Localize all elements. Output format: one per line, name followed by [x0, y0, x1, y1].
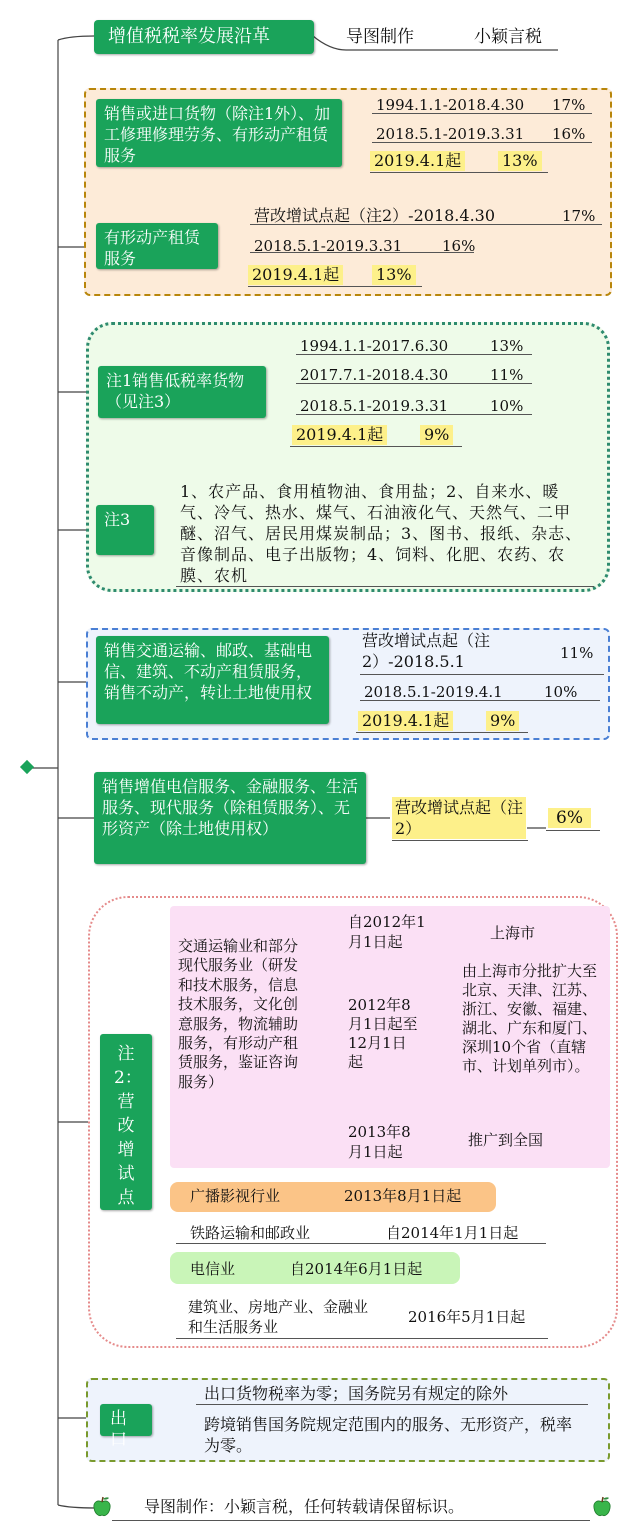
sec3-r2-rate: 10% [544, 683, 578, 701]
sec1-r1-rate: 17% [552, 96, 586, 114]
sec5-d3-text: 推广到全国 [468, 1131, 544, 1149]
sec2-r2-rate: 11% [490, 366, 524, 384]
sec6-t1: 出口货物税率为零；国务院另有规定的除外 [204, 1384, 509, 1403]
sec6-export-node[interactable]: 出口 [100, 1404, 152, 1436]
sec5-b2-date: 自2014年1月1日起 [386, 1224, 519, 1242]
sec2-r4-date: 2019.4.1起 [292, 425, 387, 445]
footer-text: 导图制作：小颖言税，任何转载请保留标识。 [144, 1497, 465, 1516]
sec1-r3-rate: 13% [498, 151, 542, 171]
sec2-r4-rate: 9% [420, 425, 453, 445]
sec5-d1: 自2012年1月1日起 [348, 913, 426, 951]
sec4-rate: 6% [548, 808, 591, 828]
sec5-pilot-node[interactable]: 注2：营改增试点 [100, 1034, 152, 1210]
sec1-s1-date: 营改增试点起（注2）-2018.4.30 [254, 206, 496, 225]
sec3-r1-rate: 11% [560, 644, 594, 662]
sec2-r3-rate: 10% [490, 397, 524, 415]
sec2-lowrate-node[interactable]: 注1销售低税率货物（见注3） [98, 366, 266, 418]
sec2-r3-date: 2018.5.1-2019.3.31 [300, 397, 449, 415]
sec1-goods-node[interactable]: 销售或进口货物（除注1外）、加工修理修理劳务、有形动产租赁服务 [96, 99, 342, 167]
sec5-b1: 广播影视行业 [190, 1187, 281, 1205]
sec5-d2: 2012年8月1日起至12月1日起 [348, 996, 418, 1071]
sec2-note3-text: 1、农产品、食用植物油、食用盐；2、自来水、暖气、冷气、热水、煤气、石油液化气、天然气、二甲醚、沼气、居民用煤炭制品；3、图书、报纸、杂志、音像制品、电子出版物；4、饲料、化肥、农药、农膜、农机 [180, 482, 583, 585]
sec5-b4-date: 2016年5月1日起 [408, 1308, 526, 1326]
sec1-r2-date: 2018.5.1-2019.3.31 [376, 125, 525, 143]
sec4-label: 营改增试点起（注2） [392, 797, 526, 839]
sec1-r1-date: 1994.1.1-2018.4.30 [376, 96, 525, 114]
sec2-r1-rate: 13% [490, 337, 524, 355]
sec5-b2: 铁路运输和邮政业 [190, 1224, 311, 1242]
sec3-r1-date: 营改增试点起（注2）-2018.5.1 [362, 631, 491, 671]
sec5-b1-date: 2013年8月1日起 [344, 1187, 462, 1205]
sec2-note3-node[interactable]: 注3 [96, 505, 154, 555]
sec1-s2-rate: 16% [442, 237, 476, 255]
sec5-d1-text: 上海市 [490, 924, 536, 942]
title-node[interactable]: 增值税税率发展沿革 [94, 20, 314, 54]
sec2-r2-date: 2017.7.1-2018.4.30 [300, 366, 449, 384]
sec1-s1-rate: 17% [562, 207, 596, 225]
sec3-r3-date: 2019.4.1起 [358, 711, 453, 731]
sec5-industry: 交通运输业和部分现代服务业（研发和技术服务，信息技术服务，文化创意服务，物流辅助服务，有形动产租赁服务，鉴证咨询服务） [178, 937, 299, 1091]
sec1-r2-rate: 16% [552, 125, 586, 143]
sec1-s2-date: 2018.5.1-2019.3.31 [254, 237, 403, 255]
sec1-r3-date: 2019.4.1起 [370, 151, 465, 171]
sec4-service-node[interactable]: 销售增值电信服务、金融服务、生活服务、现代服务（除租赁服务）、无形资产（除土地使用权） [94, 772, 366, 864]
sec6-t2: 跨境销售国务院规定范围内的服务、无形资产，税率为零。 [204, 1415, 573, 1455]
sec3-r2-date: 2018.5.1-2019.4.1 [364, 683, 503, 701]
apple-icon [592, 1496, 612, 1518]
sec5-d2-text: 由上海市分批扩大至北京、天津、江苏、浙江、安徽、福建、湖北、广东和厦门、深圳10个省（直辖市、计划单列市）。 [462, 962, 598, 1075]
sec1-s3-rate: 13% [372, 265, 416, 285]
sec1-lease-node[interactable]: 有形动产租赁服务 [96, 223, 218, 269]
sec5-b3-date: 自2014年6月1日起 [290, 1260, 423, 1278]
sec3-r3-rate: 9% [486, 711, 519, 731]
sec3-transport-node[interactable]: 销售交通运输、邮政、基础电信、建筑、不动产租赁服务，销售不动产，转让土地使用权 [96, 636, 329, 724]
sec2-r1-date: 1994.1.1-2017.6.30 [300, 337, 449, 355]
sec5-d3: 2013年8月1日起 [348, 1123, 411, 1161]
sec1-s3-date: 2019.4.1起 [248, 265, 343, 285]
sec5-b4: 建筑业、房地产业、金融业和生活服务业 [188, 1298, 369, 1336]
sec5-b3: 电信业 [190, 1260, 236, 1278]
credit-left: 导图制作 [346, 27, 414, 47]
credit-right: 小颖言税 [474, 27, 542, 47]
apple-icon [92, 1496, 112, 1518]
